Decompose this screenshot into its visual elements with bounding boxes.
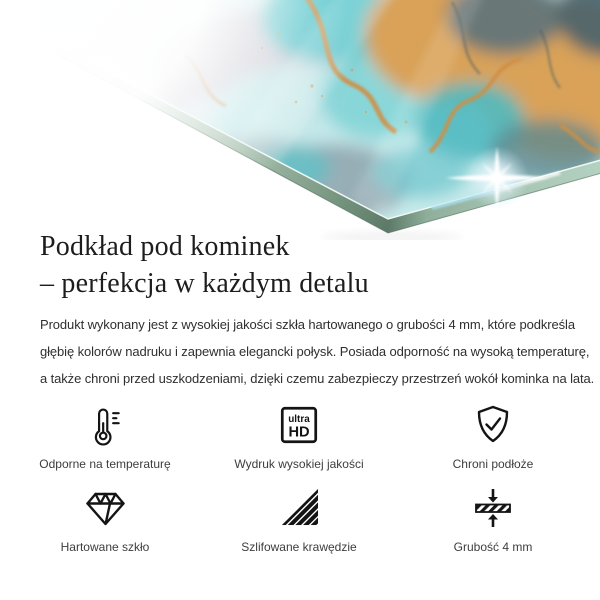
shield-check-icon bbox=[471, 403, 515, 447]
glass-panel-photo bbox=[0, 0, 600, 240]
feature-tempered-glass bbox=[8, 484, 202, 554]
feature-print-quality bbox=[202, 401, 396, 471]
page-title bbox=[40, 228, 369, 302]
description-line: a także chroni przed uszkodzeniami, dzięki czemu zabezpieczy przestrzeń wokół kominka na lata. bbox=[40, 371, 595, 386]
thickness-icon bbox=[471, 486, 515, 530]
diamond-icon bbox=[83, 486, 128, 530]
page-title-line-2: – perfekcja w każdym detalu bbox=[40, 268, 369, 299]
feature-label: Hartowane szkło bbox=[60, 540, 150, 554]
feature-label: Chroni podłoże bbox=[452, 457, 534, 471]
description-line: głębię kolorów nadruku i zapewnia elegancki połysk. Posiada odporność na wysoką temperaturę, bbox=[40, 344, 590, 359]
polished-edges-icon bbox=[278, 487, 320, 529]
feature-label: Grubość 4 mm bbox=[453, 540, 533, 554]
page-title-line-1: Podkład pod kominek bbox=[40, 231, 290, 262]
features-grid bbox=[8, 401, 590, 554]
feature-polished-edges bbox=[202, 484, 396, 554]
feature-label: Wydruk wysokiej jakości bbox=[234, 457, 364, 471]
ultra-hd-icon bbox=[276, 402, 322, 448]
description-line: Produkt wykonany jest z wysokiej jakości szkła hartowanego o grubości 4 mm, które podkreśla bbox=[40, 317, 575, 332]
feature-thickness bbox=[396, 484, 590, 554]
feature-protects-floor bbox=[396, 401, 590, 471]
product-description bbox=[40, 311, 594, 392]
feature-label: Odporne na temperaturę bbox=[39, 457, 171, 471]
thermometer-icon bbox=[85, 403, 125, 447]
svg-text:HD: HD bbox=[288, 424, 310, 440]
feature-label: Szlifowane krawędzie bbox=[241, 540, 357, 554]
feature-heat-resistant bbox=[8, 401, 202, 471]
product-image bbox=[0, 0, 600, 240]
svg-text:ultra: ultra bbox=[288, 413, 310, 425]
